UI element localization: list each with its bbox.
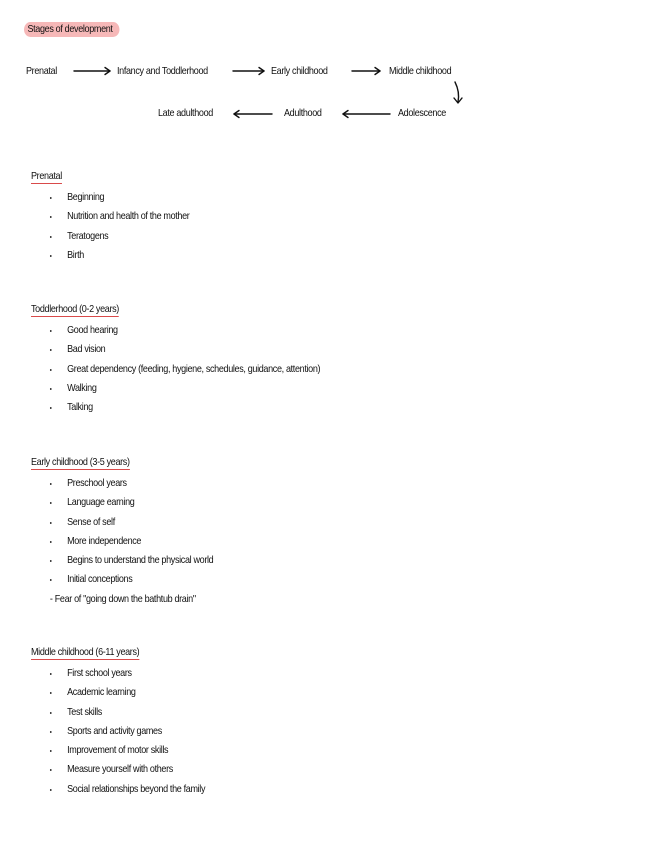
item-list bbox=[31, 664, 233, 799]
arrow-left-1 bbox=[343, 111, 390, 118]
flow-infancy-toddlerhood: Infancy and Toddlerhood bbox=[117, 65, 208, 77]
list-item: Language earning bbox=[31, 493, 213, 512]
section-middle-childhood bbox=[31, 642, 233, 799]
section-heading: Middle childhood (6-11 years) bbox=[31, 646, 140, 658]
arrow-left-2 bbox=[234, 111, 272, 118]
list-item: Birth bbox=[31, 246, 189, 265]
item-list bbox=[31, 321, 367, 417]
item-list bbox=[31, 188, 215, 265]
list-item: Bad vision bbox=[31, 340, 320, 359]
arrow-right-2 bbox=[233, 68, 264, 75]
list-item: Good hearing bbox=[31, 321, 320, 340]
section-heading: Toddlerhood (0-2 years) bbox=[31, 303, 119, 315]
flow-arrows bbox=[0, 0, 656, 140]
list-item: Beginning bbox=[31, 188, 189, 207]
list-item: Initial conceptions bbox=[31, 570, 213, 589]
flow-late-adulthood: Late adulthood bbox=[158, 107, 213, 119]
list-item: Nutrition and health of the mother bbox=[31, 207, 189, 226]
list-item: Begins to understand the physical world bbox=[31, 551, 213, 570]
section-heading: Prenatal bbox=[31, 170, 62, 182]
item-list bbox=[31, 474, 243, 590]
list-item: Sports and activity games bbox=[31, 722, 205, 741]
list-item: Measure yourself with others bbox=[31, 760, 205, 779]
flow-adolescence: Adolescence bbox=[398, 107, 446, 119]
list-item: Academic learning bbox=[31, 683, 205, 702]
section-early-childhood bbox=[31, 452, 243, 609]
list-item: Test skills bbox=[31, 703, 205, 722]
list-item: Walking bbox=[31, 379, 320, 398]
list-item: First school years bbox=[31, 664, 205, 683]
list-item: Great dependency (feeding, hygiene, schedules, guidance, attention) bbox=[31, 360, 320, 379]
flow-adulthood: Adulthood bbox=[284, 107, 322, 119]
arrow-right-1 bbox=[74, 68, 110, 75]
note-fear: - Fear of "going down the bathtub drain" bbox=[49, 592, 196, 605]
list-item: Social relationships beyond the family bbox=[31, 780, 205, 799]
section-heading: Early childhood (3-5 years) bbox=[31, 456, 130, 468]
list-item: Preschool years bbox=[31, 474, 213, 493]
section-toddlerhood bbox=[31, 299, 367, 417]
flow-early-childhood: Early childhood bbox=[271, 65, 328, 77]
section-prenatal bbox=[31, 166, 215, 265]
list-item: Teratogens bbox=[31, 227, 189, 246]
list-item: Improvement of motor skills bbox=[31, 741, 205, 760]
page-title: Stages of development bbox=[24, 22, 119, 37]
flow-middle-childhood: Middle childhood bbox=[389, 65, 452, 77]
arrow-right-3 bbox=[352, 68, 380, 75]
list-item: Talking bbox=[31, 398, 320, 417]
list-item: Sense of self bbox=[31, 513, 213, 532]
list-item: More independence bbox=[31, 532, 213, 551]
flow-prenatal: Prenatal bbox=[26, 65, 57, 77]
arrow-down-curve bbox=[454, 82, 462, 103]
